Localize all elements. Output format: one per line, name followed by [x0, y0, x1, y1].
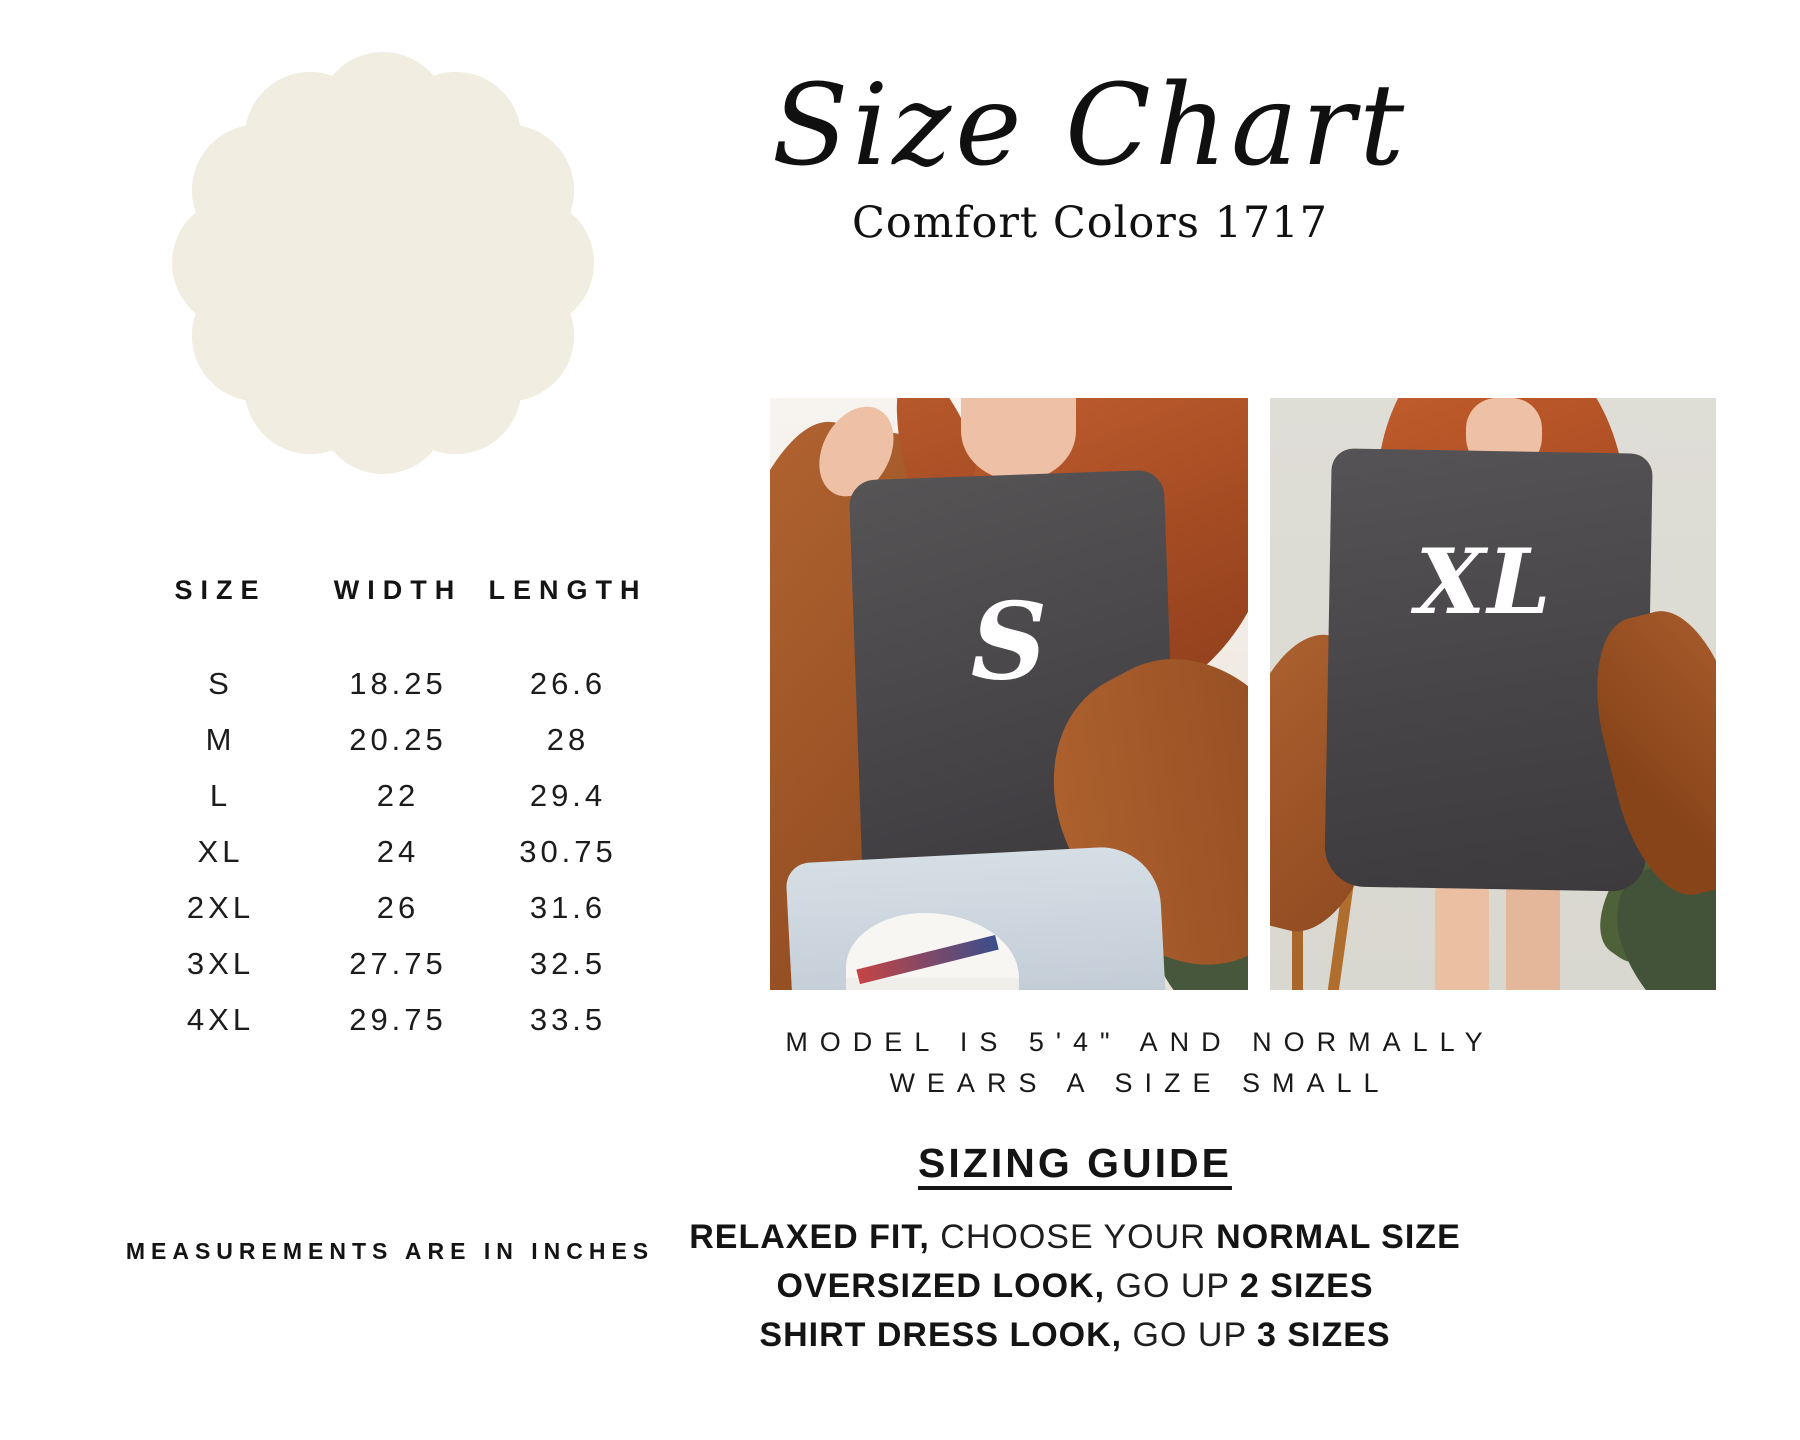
scalloped-badge-shape — [172, 52, 594, 474]
cell-size: S — [208, 666, 233, 701]
table-row — [128, 946, 653, 982]
guide-line-mid: GO UP — [1105, 1267, 1240, 1305]
model-note — [680, 1022, 1600, 1104]
guide-line-tail: 2 SIZES — [1239, 1267, 1374, 1305]
guide-line-lead: SHIRT DRESS LOOK, — [759, 1316, 1123, 1354]
size-table — [128, 575, 653, 1038]
guide-line-mid: GO UP — [1122, 1316, 1257, 1354]
model-leg — [1435, 883, 1489, 990]
model-leg — [1506, 883, 1560, 990]
table-row — [128, 722, 653, 758]
model-note-line2: WEARS A SIZE SMALL — [889, 1068, 1391, 1098]
guide-line-lead: OVERSIZED LOOK, — [776, 1267, 1106, 1305]
cell-size: 2XL — [186, 890, 255, 925]
cell-width: 29.75 — [349, 1002, 447, 1037]
table-row — [128, 778, 653, 814]
col-header-width: WIDTH — [333, 575, 463, 605]
cell-width: 24 — [376, 834, 420, 869]
guide-line-tail: 3 SIZES — [1256, 1316, 1391, 1354]
guide-line-tail: NORMAL SIZE — [1216, 1218, 1461, 1256]
size-table-header — [128, 575, 653, 606]
guide-line-lead: RELAXED FIT, — [689, 1218, 930, 1256]
cell-width: 18.25 — [349, 666, 447, 701]
page-title: Size Chart — [771, 61, 1409, 191]
col-header-size: SIZE — [174, 575, 267, 605]
cell-width: 20.25 — [349, 722, 447, 757]
col-header-length: LENGTH — [488, 575, 648, 605]
cell-length: 30.75 — [519, 834, 617, 869]
measurements-note: MEASUREMENTS ARE IN INCHES — [125, 1238, 655, 1264]
photo-model-size-xl — [1270, 398, 1716, 990]
cell-length: 26.6 — [529, 666, 607, 701]
sizing-guide-line — [655, 1213, 1495, 1262]
scalloped-badge — [150, 50, 620, 478]
table-row — [128, 666, 653, 702]
cell-size: 4XL — [186, 1002, 255, 1037]
cell-length: 29.4 — [529, 778, 607, 813]
cell-width: 22 — [376, 778, 420, 813]
page-subtitle: Comfort Colors 1717 — [851, 198, 1329, 248]
cell-size: XL — [197, 834, 244, 869]
cell-width: 26 — [376, 890, 420, 925]
cell-length: 33.5 — [529, 1002, 607, 1037]
guide-line-mid: CHOOSE YOUR — [929, 1218, 1217, 1256]
sizing-guide-heading: SIZING GUIDE — [918, 1140, 1232, 1186]
cell-size: 3XL — [186, 946, 255, 981]
sizing-guide-lines — [655, 1213, 1495, 1360]
cell-length: 28 — [546, 722, 590, 757]
table-row — [128, 834, 653, 870]
photo-model-size-s — [770, 398, 1248, 990]
cell-size: M — [205, 722, 236, 757]
cell-length: 32.5 — [529, 946, 607, 981]
cell-size: L — [209, 778, 232, 813]
model-note-line1: MODEL IS 5'4" AND NORMALLY — [785, 1027, 1495, 1057]
size-table-rows — [128, 666, 653, 1038]
tee-size-letter-xl: XL — [1415, 528, 1553, 635]
cell-length: 31.6 — [529, 890, 607, 925]
sizing-guide — [655, 1140, 1495, 1360]
table-row — [128, 1002, 653, 1038]
brand-header — [640, 56, 1540, 248]
sizing-guide-line — [655, 1262, 1495, 1311]
table-row — [128, 890, 653, 926]
tee-size-letter-s: S — [970, 578, 1048, 704]
cell-width: 27.75 — [349, 946, 447, 981]
sizing-guide-line — [655, 1311, 1495, 1360]
